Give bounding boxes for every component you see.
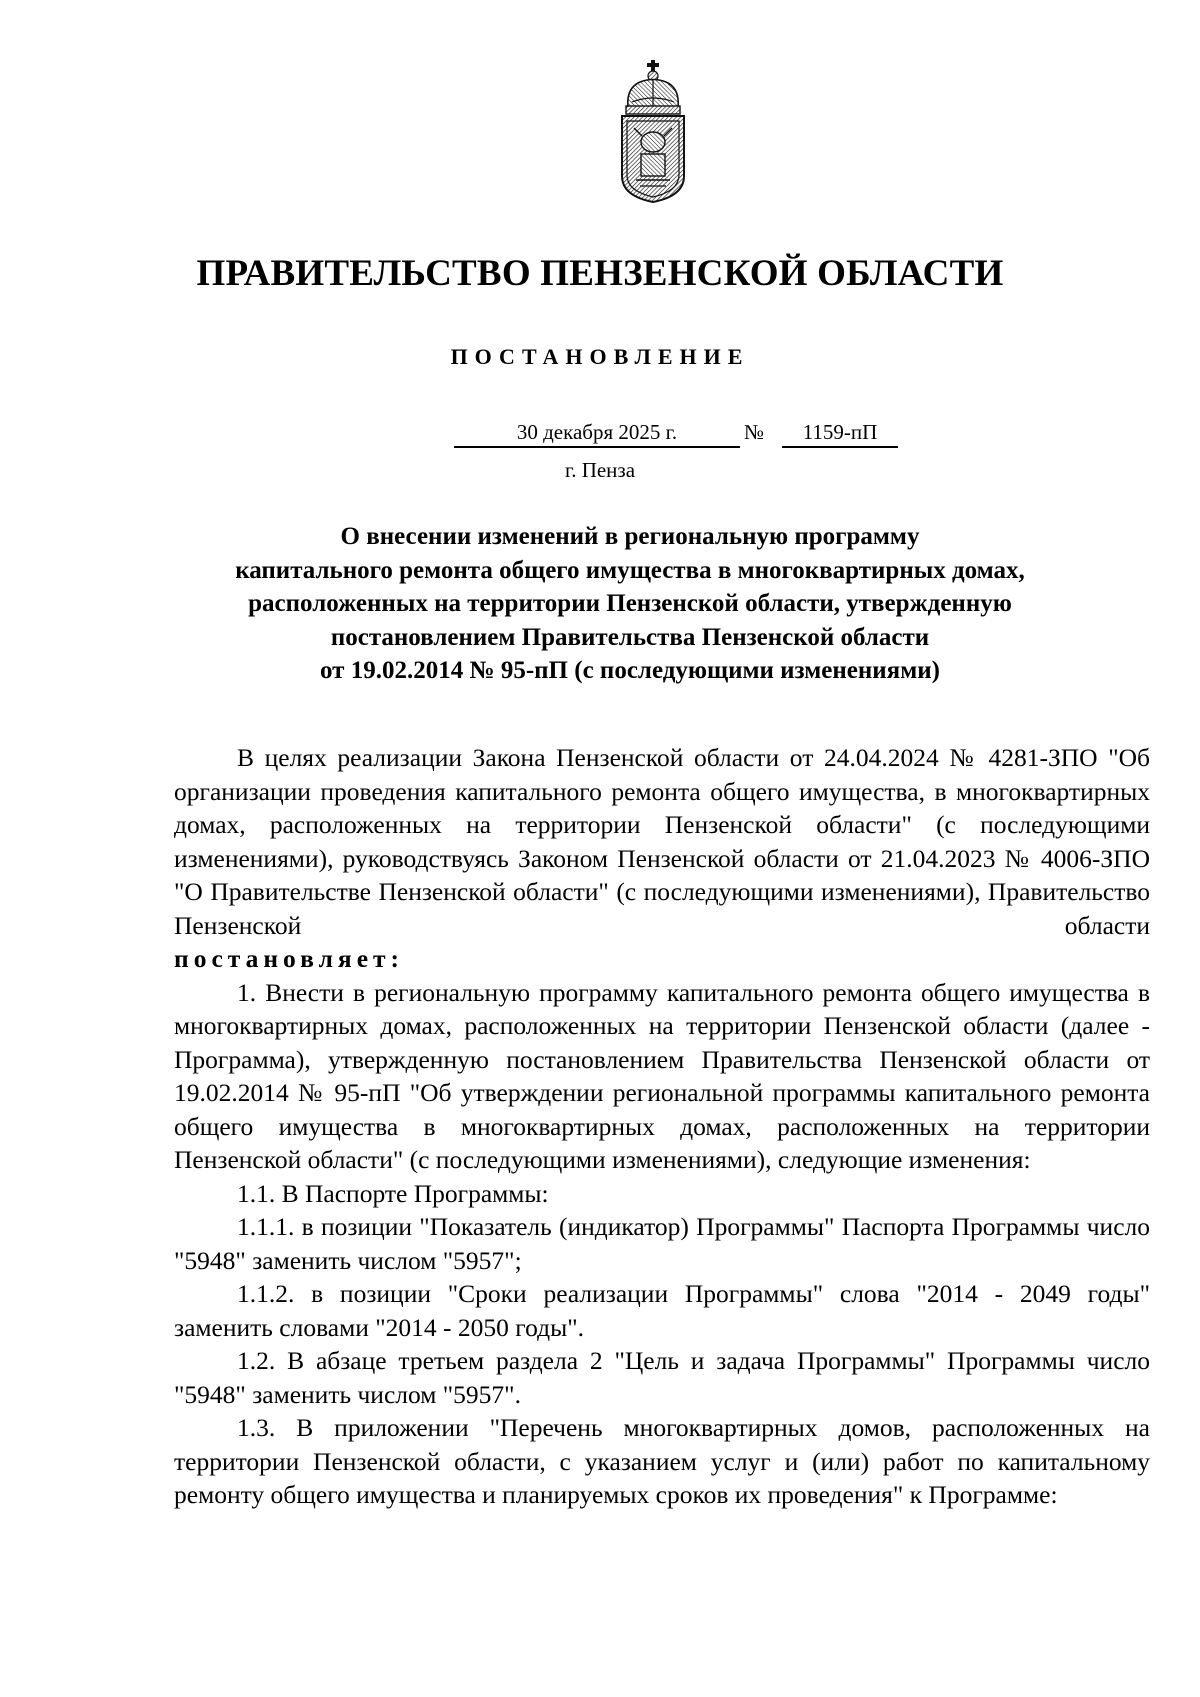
title-line: капитального ремонта общего имущества в многоквартирных домах, [235,556,1025,584]
document-city: г. Пенза [564,458,636,482]
number-sign: № [744,420,765,444]
organization-name: ПРАВИТЕЛЬСТВО ПЕНЗЕНСКОЙ ОБЛАСТИ [196,253,1004,294]
item-paragraph: 1.1.1. в позиции "Показатель (индикатор) Программы" Паспорта Программы число "5948" заменить числом "5957"; [174,1212,1150,1275]
item-paragraph: 1.1. В Паспорте Программы: [237,1178,549,1208]
item-paragraph: 1.2. В абзаце третьем раздела 2 "Цель и задача Программы" Программы число "5948" заменить числом "5957". [174,1346,1150,1409]
preamble-paragraph: В целях реализации Закона Пензенской области от 24.04.2024 № 4281-ЗПО "Об организации проведения капитального ремонта общего имущества, в многоквартирных домах, расположенных на территории Пензенской области" (с последующими изменениями), руководствуясь Законом Пензенской области от 21.04.2023 № 4006-ЗПО "О Правительстве Пензенской области" (с последующими изменениями), Правительство Пензенской области [174,743,1150,940]
item-paragraph: 1.1.2. в позиции "Сроки реализации Программы" слова "2014 - 2049 годы" заменить словами "2014 - 2050 годы". [174,1279,1150,1342]
title-line: постановлением Правительства Пензенской области [330,623,930,651]
title-line: расположенных на территории Пензенской области, утвержденную [248,590,1012,617]
document-type: ПОСТАНОВЛЕНИЕ [450,344,750,369]
date-number-line [0,418,1200,446]
document-date: 30 декабря 2025 г. [454,418,740,448]
resolves-paragraph [174,942,1150,976]
item-paragraph: 1. Внести в региональную программу капитального ремонта общего имущества в многоквартирных домах, расположенных на территории Пензенской области (далее - Программа), утвержденную постановлением Правительства Пензенской области от 19.02.2014 № 95-пП "Об утверждении региональной программы капитального ремонта общего имущества в многоквартирных домах, расположенных на территории Пензенской области" (с последующими изменениями), следующие изменения: [174,977,1150,1174]
title-line: от 19.02.2014 № 95-пП (с последующими изменениями) [320,657,940,684]
coat-of-arms-icon [612,58,694,206]
document-title [150,520,1110,688]
document-body [174,741,1150,1512]
document-number: 1159-пП [782,418,898,448]
item-paragraph: 1.3. В приложении "Перечень многоквартирных домов, расположенных на территории Пензенской области, с указанием услуг и (или) работ по капитальному ремонту общего имущества и планируемых сроков их проведения" к Программе: [174,1413,1150,1509]
resolves-word: постановляет: [174,944,405,973]
title-line: О внесении изменений в региональную программу [340,523,920,550]
